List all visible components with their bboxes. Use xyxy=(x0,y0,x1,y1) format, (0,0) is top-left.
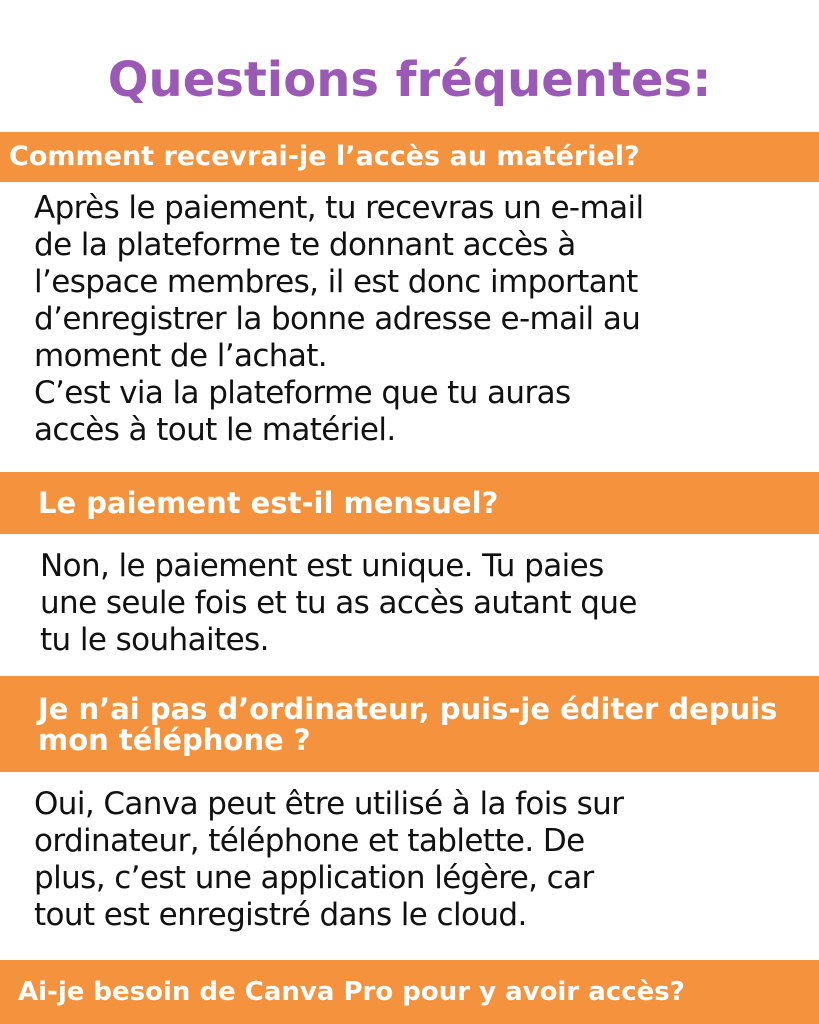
faq-question-4 xyxy=(0,960,819,1024)
faq-question-4-text: Ai-je besoin de Canva Pro pour y avoir accès? xyxy=(18,977,685,1007)
faq-question-3-text: Je n’ai pas d’ordinateur, puis-je éditer depuis mon téléphone ? xyxy=(38,692,778,757)
faq-answer-1: Après le paiement, tu recevras un e-mail de la plateforme te donnant accès à l’espace membres, il est donc important d’enregistrer la bonne adresse e-mail au moment de l’achat. C’est via la plateforme que tu auras accès à tout le matériel. xyxy=(34,190,644,448)
page-title: Questions fréquentes: xyxy=(107,52,712,108)
faq-question-1-text: Comment recevrai-je l’accès au matériel? xyxy=(9,141,640,172)
faq-answer-3: Oui, Canva peut être utilisé à la fois sur ordinateur, téléphone et tablette. De plus, c’est une application légère, car tout est enregistré dans le cloud. xyxy=(34,786,624,933)
faq-question-2-text: Le paiement est-il mensuel? xyxy=(38,486,499,520)
faq-question-2 xyxy=(0,472,819,534)
faq-answer-2: Non, le paiement est unique. Tu paies une seule fois et tu as accès autant que tu le souhaites. xyxy=(40,548,637,658)
faq-question-3 xyxy=(0,676,819,772)
faq-question-1 xyxy=(0,132,819,182)
